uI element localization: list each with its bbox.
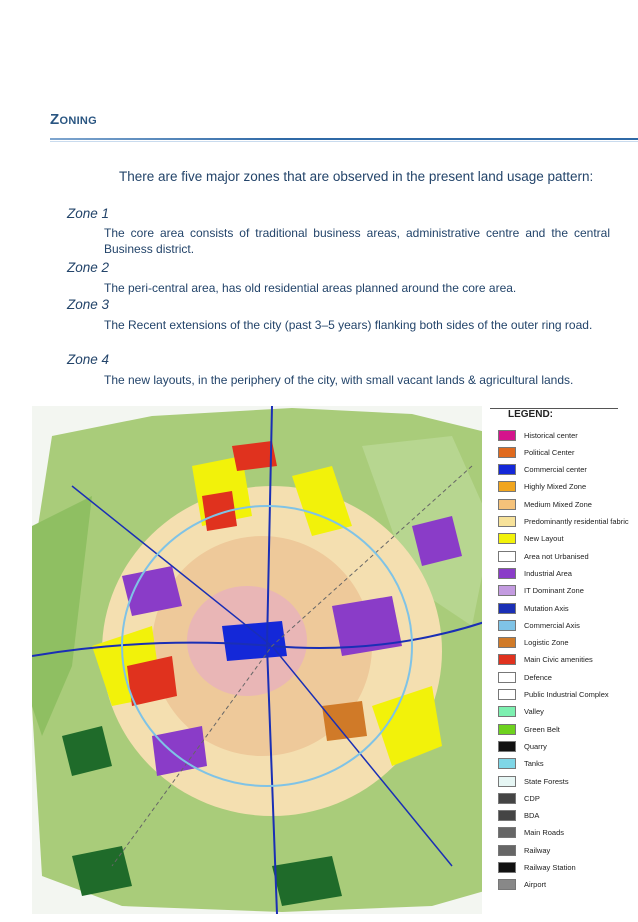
legend-swatch xyxy=(498,827,516,838)
legend-label: Railway xyxy=(524,845,551,855)
legend-item xyxy=(498,601,569,615)
legend-swatch xyxy=(498,689,516,700)
legend-item xyxy=(498,515,629,529)
legend-label: Medium Mixed Zone xyxy=(524,499,592,509)
legend-label: Public Industrial Complex xyxy=(524,690,609,699)
legend-item xyxy=(498,480,586,494)
legend-item xyxy=(498,636,569,650)
intro-text: There are five major zones that are observed in the present land usage pattern: xyxy=(119,169,594,184)
legend-label: Industrial Area xyxy=(524,568,572,578)
legend-label: Predominantly residential fabric xyxy=(524,517,629,526)
legend-swatch xyxy=(498,724,516,735)
zone-2-title: Zone 2 xyxy=(67,260,110,275)
legend-swatch xyxy=(498,499,516,510)
legend-item xyxy=(498,618,580,632)
legend-swatch xyxy=(498,862,516,873)
legend-item xyxy=(498,722,560,736)
legend-swatch xyxy=(498,793,516,804)
legend-swatch xyxy=(498,879,516,890)
legend-item xyxy=(498,809,539,823)
section-heading xyxy=(50,111,97,128)
legend-swatch xyxy=(498,447,516,458)
legend-label: State Forests xyxy=(524,776,569,786)
zone-3-description: The Recent extensions of the city (past 3–5 years) flanking both sides of the outer ring road. xyxy=(104,318,593,332)
legend-label: Area not Urbanised xyxy=(524,551,589,561)
legend-label: BDA xyxy=(524,811,540,821)
legend-swatch xyxy=(498,654,516,665)
legend-item xyxy=(498,584,584,598)
legend-item xyxy=(498,861,576,875)
legend-label: Mutation Axis xyxy=(524,603,569,613)
legend-swatch xyxy=(498,516,516,527)
legend-label: New Layout xyxy=(524,534,564,544)
legend-label: Political Center xyxy=(524,447,575,457)
legend-label: Defence xyxy=(524,672,552,682)
legend-label: Logistic Zone xyxy=(524,638,569,648)
zone-4-description: The new layouts, in the periphery of the city, with small vacant lands & agricultural lands. xyxy=(104,373,574,387)
legend-label: Quarry xyxy=(524,741,547,751)
legend-item xyxy=(498,428,578,442)
legend-swatch xyxy=(498,845,516,856)
legend-swatch xyxy=(498,706,516,717)
legend-swatch xyxy=(498,464,516,475)
heading-underline xyxy=(50,138,638,140)
legend-item xyxy=(498,688,609,702)
legend-swatch xyxy=(498,776,516,787)
legend-swatch xyxy=(498,481,516,492)
legend-label: Green Belt xyxy=(524,724,560,734)
legend-label: CDP xyxy=(524,793,540,803)
legend-item xyxy=(498,843,550,857)
legend-item xyxy=(498,497,592,511)
legend-label: Commercial Axis xyxy=(524,620,580,630)
legend-label: IT Dominant Zone xyxy=(524,586,584,596)
legend-item xyxy=(498,445,574,459)
legend-swatch xyxy=(498,741,516,752)
legend-label: Highly Mixed Zone xyxy=(524,482,587,492)
legend-swatch xyxy=(498,758,516,769)
legend-swatch xyxy=(498,533,516,544)
legend-label: Main Roads xyxy=(524,828,565,838)
legend-item xyxy=(498,463,587,477)
legend-swatch xyxy=(498,585,516,596)
legend-item xyxy=(498,878,546,892)
legend-swatch xyxy=(498,568,516,579)
zone-1-description: The core area consists of traditional business areas, administrative centre and the central Business district. xyxy=(104,226,610,256)
legend-title: LEGEND: xyxy=(508,409,553,420)
legend-swatch xyxy=(498,810,516,821)
legend-item xyxy=(498,826,564,840)
legend-item xyxy=(498,670,552,684)
legend-item xyxy=(498,566,572,580)
legend-label: Valley xyxy=(524,707,544,717)
zone-1-title: Zone 1 xyxy=(67,206,110,221)
legend-swatch xyxy=(498,603,516,614)
heading-underline-light xyxy=(50,141,638,142)
legend-item xyxy=(498,774,569,788)
legend-swatch xyxy=(498,430,516,441)
legend-item xyxy=(498,739,547,753)
zone-2-description: The peri-central area, has old residential areas planned around the core area. xyxy=(104,281,517,295)
legend-item xyxy=(498,705,544,719)
zone-3-title: Zone 3 xyxy=(67,297,110,312)
legend-label: Airport xyxy=(524,880,547,890)
legend-swatch xyxy=(498,551,516,562)
legend-label: Historical center xyxy=(524,430,578,440)
legend-label: Main Civic amenities xyxy=(524,655,593,665)
legend-item xyxy=(498,653,593,667)
legend-item xyxy=(498,532,564,546)
intro-paragraph xyxy=(67,168,609,186)
legend-label: Tanks xyxy=(524,759,544,769)
legend-swatch xyxy=(498,672,516,683)
legend-item xyxy=(498,549,589,563)
legend-swatch xyxy=(498,620,516,631)
legend-swatch xyxy=(498,637,516,648)
zone-4-title: Zone 4 xyxy=(67,352,110,367)
section-heading-text: Zoning xyxy=(50,111,98,128)
legend-label: Railway Station xyxy=(524,863,576,872)
legend-label: Commercial center xyxy=(524,465,587,475)
legend-item xyxy=(498,791,540,805)
legend-item xyxy=(498,757,544,771)
